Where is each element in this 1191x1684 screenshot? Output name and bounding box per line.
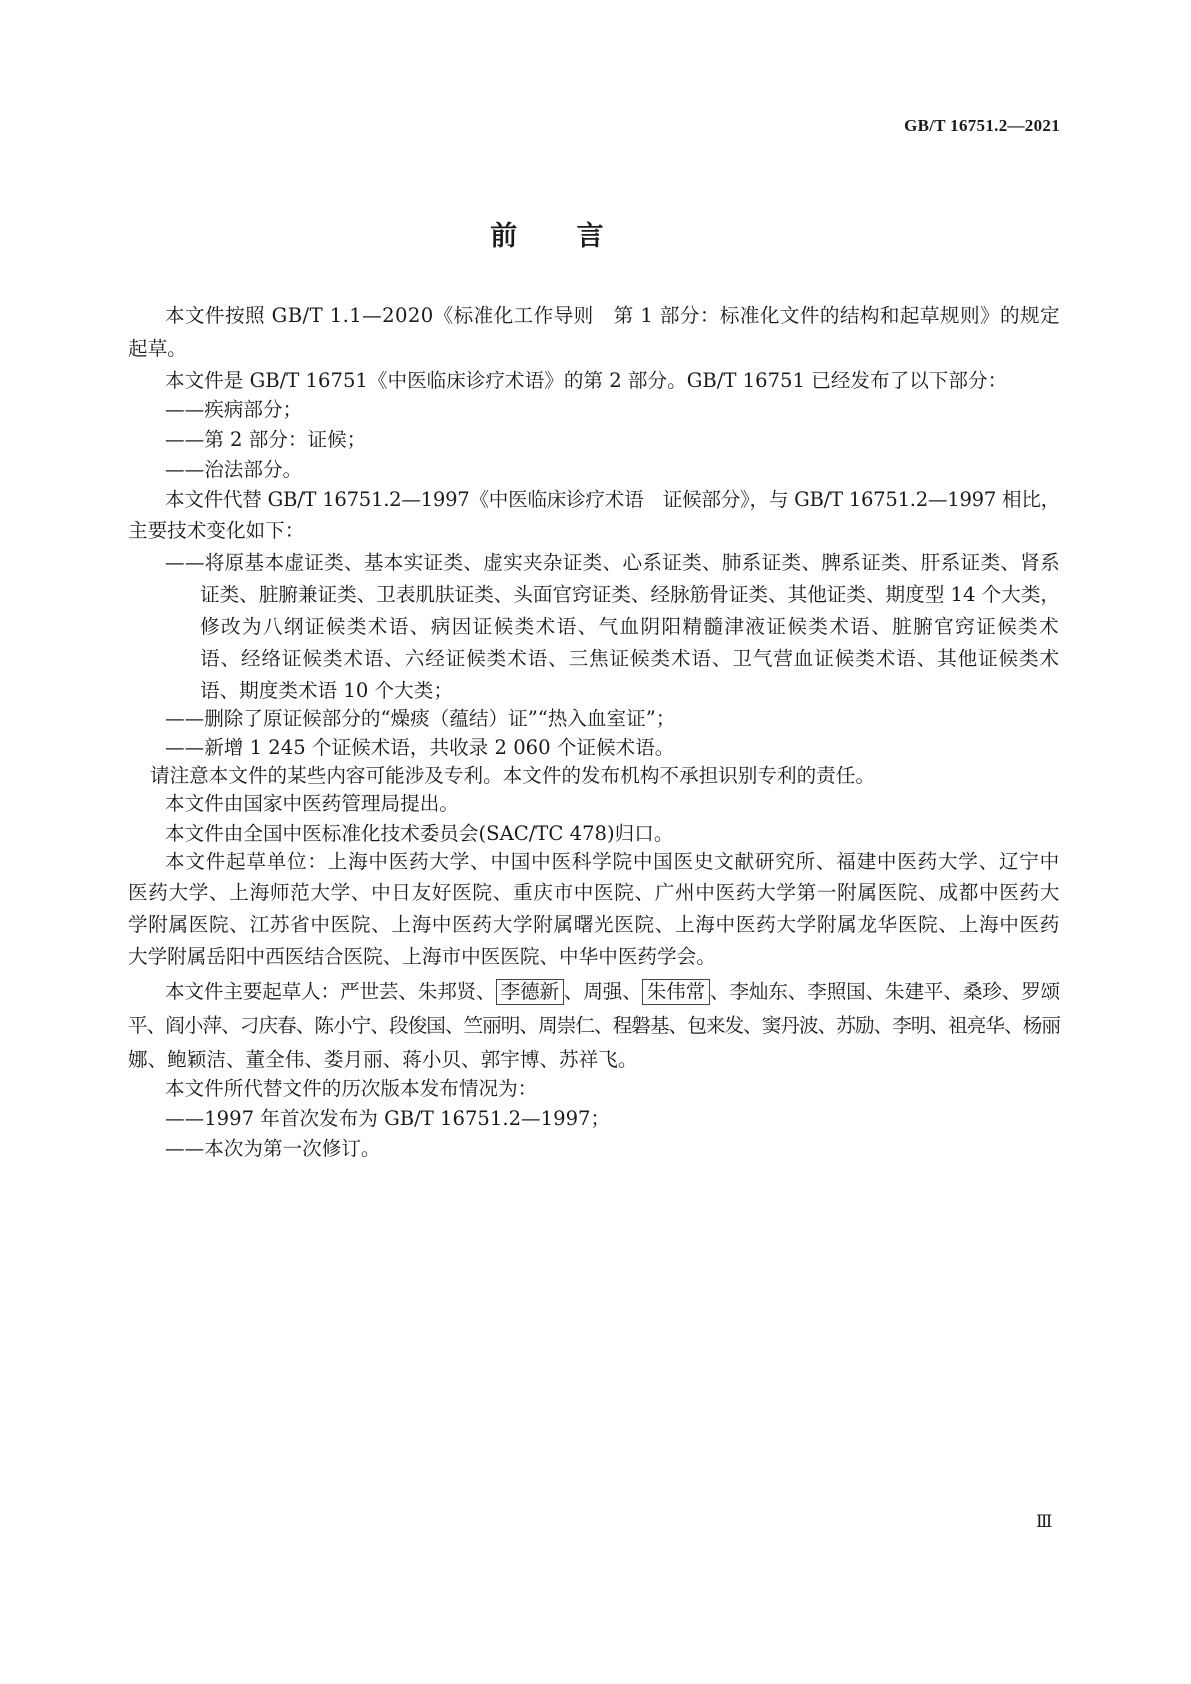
line-text: 起草。 (128, 337, 187, 360)
paragraph-line (165, 821, 1060, 847)
list-item-continuation (200, 614, 1060, 640)
line-text: 本文件是 GB/T 16751《中医临床诊疗术语》的第 2 部分。GB/T 16751 已经发布了以下部分： (165, 369, 1008, 392)
paragraph-line (128, 1047, 1060, 1073)
line-text: 本文件按照 GB/T 1.1—2020《标准化工作导则 第 1 部分：标准化文件的结构和起草规则》的规定 (165, 304, 1060, 327)
line-text: 娜、鲍颖洁、董全伟、娄月丽、蒋小贝、郭宇博、苏祥飞。 (128, 1048, 638, 1071)
line-text: 语、经络证候类术语、六经证候类术语、三焦证候类术语、卫气营血证候类术语、其他证候类术 (200, 647, 1060, 670)
line-text: 请注意本文件的某些内容可能涉及专利。本文件的发布机构不承担识别专利的责任。 (150, 764, 875, 787)
line-text: 本文件由全国中医标准化技术委员会(SAC/TC 478)归口。 (165, 822, 674, 845)
line-text: ——本次为第一次修订。 (165, 1137, 381, 1160)
line-text: 本文件起草单位：上海中医药大学、中国中医科学院中国医史文献研究所、福建中医药大学、辽宁中 (165, 850, 1060, 873)
paragraph-line (165, 303, 1060, 329)
paragraph-line (128, 336, 1060, 362)
paragraph-line (128, 518, 1060, 544)
line-text: ——将原基本虚证类、基本实证类、虚实夹杂证类、心系证类、肺系证类、脾系证类、肝系证类、肾系 (165, 551, 1060, 574)
line-text: ——治法部分。 (165, 458, 303, 481)
paragraph-line (128, 944, 1060, 970)
patent-notice (150, 763, 1060, 789)
list-item (165, 550, 1060, 576)
line-text: 学附属医院、江苏省中医院、上海中医药大学附属曙光医院、上海中医药大学附属龙华医院、上海中医药 (128, 913, 1060, 936)
page-title: 前 言 (490, 221, 620, 252)
list-item (165, 1136, 1060, 1162)
paragraph-line (165, 1076, 1060, 1102)
drafters-line-text (165, 979, 1060, 1005)
line-text: 证类、脏腑兼证类、卫表肌肤证类、头面官窍证类、经脉筋骨证类、其他证类、期度型 14 个大类， (200, 583, 1061, 606)
line-text: ——疾病部分； (165, 398, 303, 421)
paragraph-line (128, 1013, 1060, 1039)
drafters-text: 、周强、 (563, 980, 642, 1003)
list-item-continuation (200, 582, 1060, 608)
list-item-continuation (200, 678, 1060, 704)
line-text: 医药大学、上海师范大学、中日友好医院、重庆市中医院、广州中医药大学第一附属医院、成都中医药大 (128, 881, 1060, 904)
standard-number-header: GB/T 16751.2—2021 (904, 116, 1060, 135)
line-text: 主要技术变化如下： (128, 519, 305, 542)
list-item-continuation (200, 646, 1060, 672)
boxed-name: 朱伟常 (642, 979, 710, 1005)
list-item (165, 735, 1060, 761)
line-text: 本文件所代替文件的历次版本发布情况为： (165, 1077, 538, 1100)
paragraph-line (128, 880, 1060, 906)
drafters-text: 本文件主要起草人：严世芸、朱邦贤、 (165, 980, 496, 1003)
line-text: 本文件代替 GB/T 16751.2—1997《中医临床诊疗术语 证候部分》，与 GB/T 16751.2—1997 相比， (165, 488, 1060, 511)
list-item (165, 397, 1060, 423)
line-text: 语、期度类术语 10 个大类； (200, 679, 453, 702)
paragraph-line (165, 849, 1060, 875)
list-item (165, 427, 1060, 453)
list-item (165, 457, 1060, 483)
paragraph-line (128, 912, 1060, 938)
line-text: ——新增 1 245 个证候术语，共收录 2 060 个证候术语。 (165, 736, 675, 759)
page-number: Ⅲ (1036, 1512, 1053, 1532)
line-text: 平、阎小萍、刁庆春、陈小宁、段俊国、竺丽明、周崇仁、程磐基、包来发、窦丹波、苏励、李明、祖亮华、杨丽 (128, 1014, 1060, 1037)
drafters-line (165, 979, 1060, 1005)
paragraph-line (165, 487, 1060, 513)
boxed-name: 李德新 (496, 979, 564, 1005)
drafters-text: 、李灿东、李照国、朱建平、桑珍、罗颂 (710, 980, 1061, 1003)
list-item (165, 1106, 1060, 1132)
line-text: ——删除了原证候部分的“燥痰（蕴结）证”“热入血室证”； (165, 707, 676, 730)
line-text: 修改为八纲证候类术语、病因证候类术语、气血阴阳精髓津液证候类术语、脏腑官窍证候类术 (200, 615, 1061, 638)
line-text: ——第 2 部分：证候； (165, 428, 367, 451)
list-item (165, 706, 1060, 732)
line-text: 本文件由国家中医药管理局提出。 (165, 792, 459, 815)
line-text: ——1997 年首次发布为 GB/T 16751.2—1997； (165, 1107, 611, 1130)
paragraph-line (165, 791, 1060, 817)
paragraph-line (165, 368, 1060, 394)
line-text: 大学附属岳阳中西医结合医院、上海市中医医院、中华中医药学会。 (128, 945, 716, 968)
